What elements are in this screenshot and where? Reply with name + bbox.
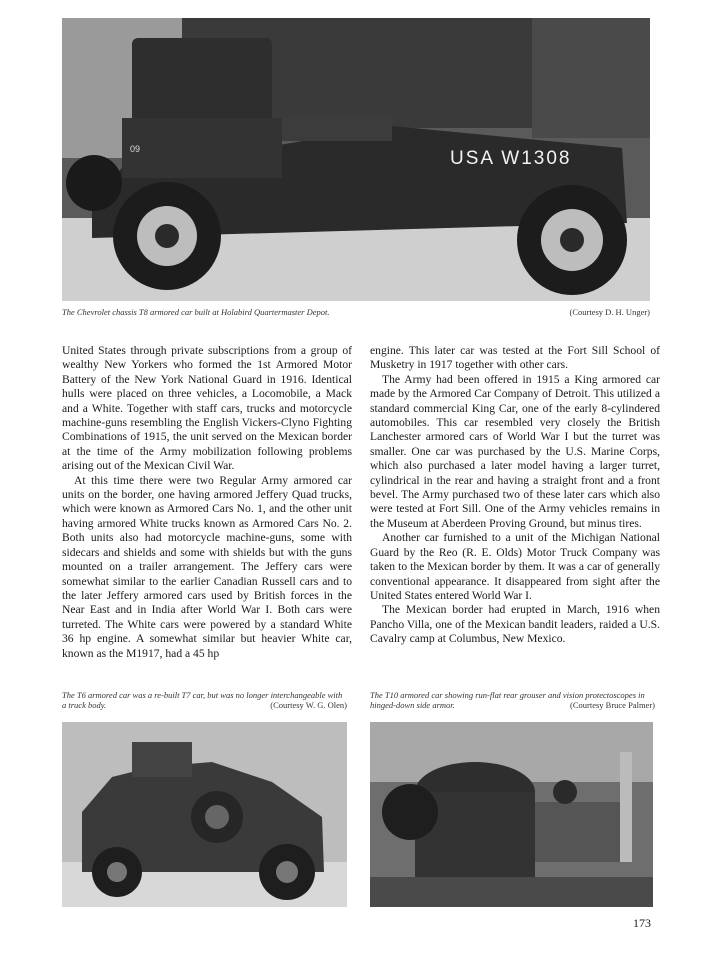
top-photo	[62, 18, 650, 301]
top-photo-caption: The Chevrolet chassis T8 armored car built at Holabird Quartermaster Depot.	[62, 307, 330, 317]
bottom-left-photo	[62, 722, 347, 907]
paragraph: The Army had been offered in 1915 a King armored car made by the Armored Car Company of Detroit. This utilized a standard commercial King Car, one of the early 8-cylindered automobiles. This car resembled very closely the British Lanchester armored cars of World War I but the turret was smaller. One car was purchased by the U.S. Marine Corps, which also purchased a later model having a larger turret, cylindrical in the rear and having a straight front and a front bevel. The Army purchased two of these later cars which also were tested at Fort Sill. One of the Army vehicles remains in the Museum at Aberdeen Proving Ground, but minus tires.	[370, 372, 660, 530]
paragraph: United States through private subscriptions from a group of wealthy New Yorkers who formed the 1st Armored Motor Battery of the New York National Guard in 1916. Identical hulls were placed on three vehicles, a Locomobile, a Mack and a White. Together with staff cars, trucks and motorcycle machine-guns resembling the English Vickers-Clyno Fighting Combinations of 1915, the unit served on the Mexican border at the time of the Army mobilization following problems arising out of the Mexican Civil War.	[62, 344, 352, 473]
bottom-right-caption: The T10 armored car showing run-flat rear grouser and vision protectoscopes in hinged-down side armor. (Courtesy Bruce Palmer)	[370, 690, 655, 710]
top-photo-credit: (Courtesy D. H. Unger)	[569, 307, 650, 317]
bottom-right-credit: (Courtesy Bruce Palmer)	[570, 700, 655, 710]
paragraph: The Mexican border had erupted in March, 1916 when Pancho Villa, one of the Mexican bandit leaders, raided a U.S. Cavalry camp at Columbus, New Mexico.	[370, 603, 660, 646]
left-column	[62, 344, 352, 661]
bottom-right-photo	[370, 722, 653, 907]
page-number: 173	[633, 916, 651, 930]
paragraph: Another car furnished to a unit of the Michigan National Guard by the Reo (R. E. Olds) Motor Truck Company was taken to the Mexican border by them. It was a car of generally conventional appearance. It disappeared from sight after the United States entered World War I.	[370, 531, 660, 602]
bottom-left-credit: (Courtesy W. G. Olen)	[270, 700, 347, 710]
hood-number: 09	[130, 144, 141, 154]
paragraph: engine. This later car was tested at the Fort Sill School of Musketry in 1917 together with other cars.	[370, 344, 660, 372]
paragraph: At this time there were two Regular Army armored car units on the border, one having armored Jeffery Quad trucks, which were known as Armored Cars No. 1, and the other unit having armored White trucks known as Armored Cars No. 2. Both units also had motorcycle machine-guns, some with sidecars and shields and some with shields but with the guns mounted on a trailer arrangement. The Jeffery cars were somewhat similar to the earlier Canadian Russell cars and to the later Jeffery armored cars used by British forces in the Near East and in India after World War I. Both cars were turreted. The White cars were powered by a standard White 36 hp engine. A somewhat similar but heavier White car, known as the M1917, had a 45 hp	[62, 473, 352, 660]
bottom-left-caption: The T6 armored car was a re-built T7 car, but was no longer interchangeable with a truck body. (Courtesy W. G. Olen)	[62, 690, 347, 710]
vehicle-plate-text: USA W1308	[450, 148, 572, 169]
right-column	[370, 344, 660, 647]
